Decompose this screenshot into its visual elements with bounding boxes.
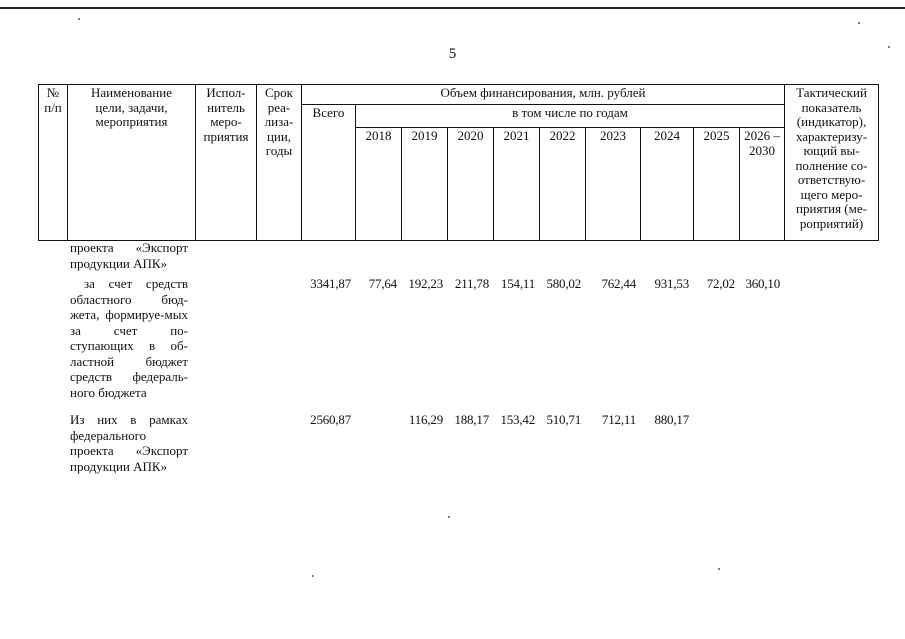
regional-2021: 154,11 <box>500 276 535 291</box>
regional-total: 3341,87 <box>310 276 351 291</box>
federal-2018 <box>354 412 400 427</box>
header-funding-text: Объем финансирования, млн. рублей <box>440 85 646 100</box>
regional-2020: 211,78 <box>454 276 489 291</box>
scan-speck <box>78 18 80 20</box>
funding-table-header <box>38 84 879 241</box>
regional-2026-2030: 360,10 <box>745 276 780 291</box>
header-indicator-text: Тактический показатель (индикатор), характеризу- ющий вы- полнение со- ответствую- щего меро- приятия (ме- роприятий) <box>795 85 868 231</box>
federal-total: 2560,87 <box>310 412 351 427</box>
header-executor-text: Испол- нитель меро- приятия <box>203 85 249 144</box>
header-total <box>302 105 356 241</box>
header-num <box>39 85 68 241</box>
scan-speck <box>718 568 720 570</box>
regional-2024: 931,53 <box>654 276 689 291</box>
year-2018: 2018 <box>356 128 402 241</box>
year-2020: 2020 <box>448 128 494 241</box>
top-rule <box>0 7 905 9</box>
federal-2019: 116,29 <box>408 412 443 427</box>
header-term <box>257 85 302 241</box>
year-2022: 2022 <box>540 128 586 241</box>
header-by-years <box>356 105 785 128</box>
year-2025: 2025 <box>694 128 740 241</box>
federal-2021: 153,42 <box>500 412 535 427</box>
regional-budget-label: за счет средств областного бюд-жета, формируе-мых за счет по-ступающих в об-ластной бюджет средств федераль-ного бюджета <box>70 276 188 400</box>
header-name-text: Наименование цели, задачи, мероприятия <box>91 85 172 129</box>
year-2019: 2019 <box>402 128 448 241</box>
federal-2023: 712,11 <box>601 412 636 427</box>
regional-budget-values <box>300 276 783 291</box>
regional-2025: 72,02 <box>706 276 735 291</box>
year-2026-2030: 2026 – 2030 <box>740 128 785 241</box>
scan-speck <box>858 22 860 24</box>
header-term-text: Срок реа- лиза- ции, годы <box>264 85 294 158</box>
header-total-text: Всего <box>312 105 345 120</box>
federal-2020: 188,17 <box>454 412 489 427</box>
header-funding <box>302 85 785 105</box>
continuation-text: проекта «Экспорт продукции АПК» <box>70 240 188 271</box>
scan-speck <box>888 46 890 48</box>
regional-2019: 192,23 <box>408 276 443 291</box>
federal-2022: 510,71 <box>546 412 581 427</box>
header-name <box>68 85 196 241</box>
header-indicator <box>785 85 879 241</box>
page-number: 5 <box>448 46 457 62</box>
year-2024: 2024 <box>641 128 694 241</box>
header-by-years-text: в том числе по годам <box>512 105 628 120</box>
federal-2024: 880,17 <box>654 412 689 427</box>
federal-project-values <box>300 412 783 427</box>
regional-2023: 762,44 <box>601 276 636 291</box>
year-2021: 2021 <box>494 128 540 241</box>
federal-project-label: Из них в рамках федерального проекта «Экспорт продукции АПК» <box>70 412 188 474</box>
regional-2022: 580,02 <box>546 276 581 291</box>
header-executor <box>196 85 257 241</box>
federal-2026-2030 <box>738 412 783 427</box>
scan-speck <box>448 516 450 518</box>
year-2023: 2023 <box>586 128 641 241</box>
federal-2025 <box>692 412 738 427</box>
scan-speck <box>312 575 314 577</box>
header-num-text: № п/п <box>44 85 62 115</box>
regional-2018: 77,64 <box>368 276 397 291</box>
